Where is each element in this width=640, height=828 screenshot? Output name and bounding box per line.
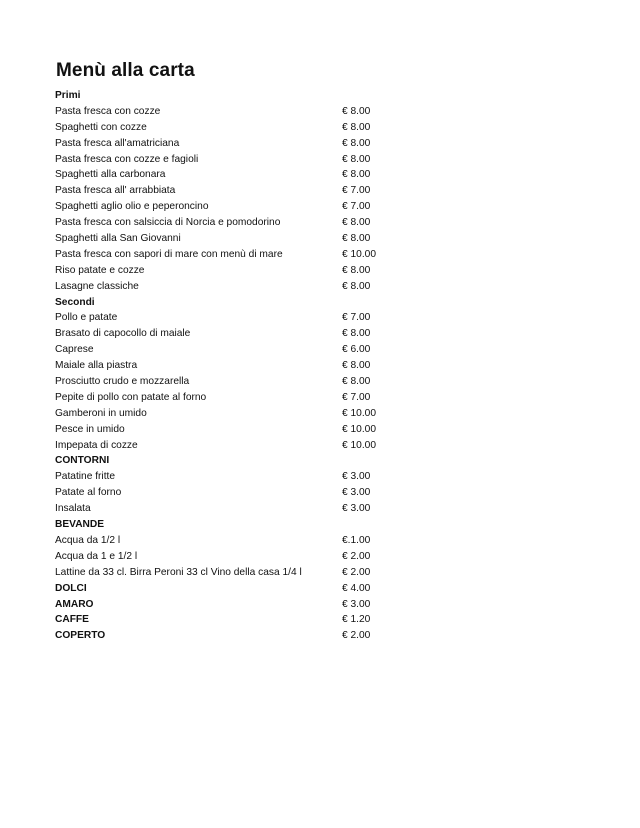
item-name: CAFFE (55, 614, 89, 626)
menu-item (55, 167, 415, 183)
item-name: Pesce in umido (55, 423, 125, 435)
menu-page (55, 58, 415, 644)
item-price: € 8.00 (342, 328, 371, 340)
item-price: € 7.00 (342, 391, 371, 403)
item-name: AMARO (55, 598, 94, 610)
item-name: Pasta fresca con cozze e fagioli (55, 153, 199, 165)
section-heading-primi (55, 88, 415, 104)
menu-item (55, 215, 415, 231)
section-heading-secondi (55, 295, 415, 311)
item-price: € 7.00 (342, 312, 371, 324)
menu-item (55, 549, 415, 565)
section-heading-label: BEVANDE (55, 519, 105, 531)
item-price: € 8.00 (342, 137, 371, 149)
menu-item (55, 247, 415, 263)
item-price: € 8.00 (342, 233, 371, 245)
item-name: Spaghetti alla San Giovanni (55, 233, 181, 245)
item-price: € 8.00 (342, 121, 371, 133)
menu-item (55, 358, 415, 374)
item-price: € 8.00 (342, 153, 371, 165)
menu-item (55, 565, 415, 581)
item-name: COPERTO (55, 630, 106, 642)
item-name: Acqua da 1/2 l (55, 534, 121, 546)
item-price: € 8.00 (342, 105, 371, 117)
item-name: Pepite di pollo con patate al forno (55, 391, 207, 403)
item-price: € 8.00 (342, 360, 371, 372)
item-name: Patate al forno (55, 487, 122, 499)
item-name: Riso patate e cozze (55, 264, 145, 276)
menu-item (55, 136, 415, 152)
menu-item (55, 310, 415, 326)
menu-item-amaro (55, 597, 415, 613)
menu-item (55, 469, 415, 485)
item-name: Gamberoni in umido (55, 407, 147, 419)
item-name: Prosciutto crudo e mozzarella (55, 376, 190, 388)
item-price: € 3.00 (342, 471, 371, 483)
section-heading-contorni (55, 453, 415, 469)
item-price: € 6.00 (342, 344, 371, 356)
item-name: Pasta fresca con salsiccia di Norcia e pomodorino (55, 217, 281, 229)
item-name: DOLCI (55, 582, 87, 594)
menu-item-caffe (55, 612, 415, 628)
item-name: Maiale alla piastra (55, 360, 138, 372)
item-name: Caprese (55, 344, 94, 356)
item-name: Brasato di capocollo di maiale (55, 328, 191, 340)
item-price: € 8.00 (342, 376, 371, 388)
menu-item (55, 231, 415, 247)
item-name: Lasagne classiche (55, 280, 139, 292)
menu-item (55, 374, 415, 390)
item-name: Pasta fresca con sapori di mare con menù di mare (55, 248, 283, 260)
menu-item (55, 120, 415, 136)
item-price: € 1.20 (342, 614, 371, 626)
item-name: Pasta fresca con cozze (55, 105, 161, 117)
item-name: Spaghetti con cozze (55, 121, 147, 133)
item-price: € 10.00 (342, 248, 376, 260)
item-name: Pollo e patate (55, 312, 118, 324)
menu-item (55, 183, 415, 199)
item-name: Spaghetti alla carbonara (55, 169, 166, 181)
item-price: € 8.00 (342, 280, 371, 292)
menu-item (55, 326, 415, 342)
item-price: € 7.00 (342, 201, 371, 213)
menu-item-coperto (55, 628, 415, 644)
menu-item (55, 438, 415, 454)
item-name: Acqua da 1 e 1/2 l (55, 550, 138, 562)
item-price: € 10.00 (342, 439, 376, 451)
item-price: € 10.00 (342, 423, 376, 435)
section-heading-label: CONTORNI (55, 455, 110, 467)
menu-item (55, 342, 415, 358)
item-price: € 3.00 (342, 503, 371, 515)
item-name: Patatine fritte (55, 471, 116, 483)
menu-item (55, 485, 415, 501)
page-title: Menù alla carta (56, 60, 195, 81)
item-price: € 2.00 (342, 550, 371, 562)
menu-item (55, 422, 415, 438)
item-price: € 2.00 (342, 630, 371, 642)
menu-item (55, 279, 415, 295)
item-name: Pasta fresca all' arrabbiata (55, 185, 176, 197)
item-price: € 4.00 (342, 582, 371, 594)
menu-item (55, 152, 415, 168)
item-price: € 8.00 (342, 264, 371, 276)
item-name: Pasta fresca all'amatriciana (55, 137, 180, 149)
section-heading-label: Primi (55, 90, 81, 101)
item-price: € 3.00 (342, 598, 371, 610)
section-heading-bevande (55, 517, 415, 533)
item-name: Impepata di cozze (55, 439, 138, 451)
item-price: €.1.00 (342, 534, 371, 546)
menu-item (55, 533, 415, 549)
menu-item (55, 390, 415, 406)
item-price: € 8.00 (342, 169, 371, 181)
menu-item (55, 501, 415, 517)
item-price: € 8.00 (342, 217, 371, 229)
menu-item (55, 199, 415, 215)
menu-item (55, 263, 415, 279)
item-name: Lattine da 33 cl. Birra Peroni 33 cl Vino della casa 1/4 l (55, 566, 302, 578)
item-price: € 10.00 (342, 407, 376, 419)
section-heading-label: Secondi (55, 296, 95, 308)
menu-item (55, 406, 415, 422)
menu-item-dolci (55, 581, 415, 597)
item-price: € 3.00 (342, 487, 371, 499)
item-price: € 7.00 (342, 185, 371, 197)
item-name: Insalata (55, 503, 91, 515)
item-name: Spaghetti aglio olio e peperoncino (55, 201, 209, 213)
item-price: € 2.00 (342, 566, 371, 578)
menu-item (55, 104, 415, 120)
